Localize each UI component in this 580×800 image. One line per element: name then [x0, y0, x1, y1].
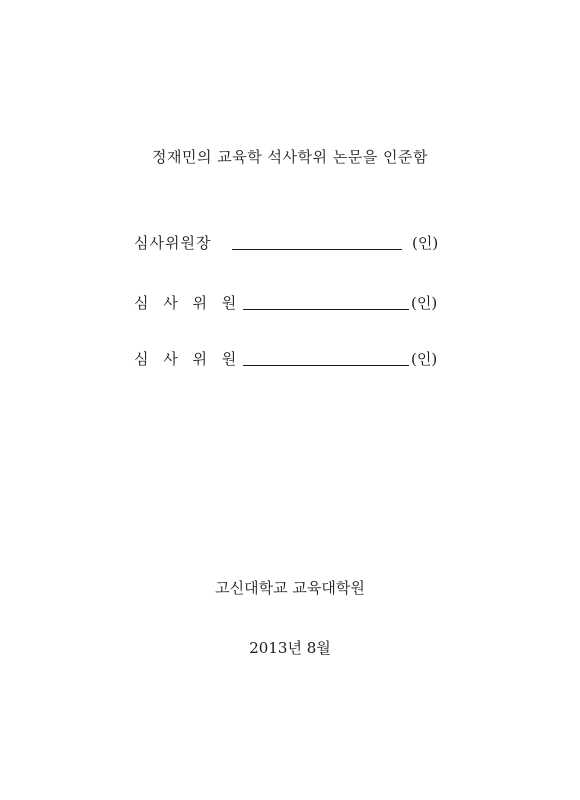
seal-mark: (인) [411, 350, 438, 368]
seal-mark: (인) [412, 234, 439, 252]
signature-line [232, 249, 402, 250]
signature-line [243, 309, 409, 310]
committee-role-label: 심사위원장 [134, 234, 212, 252]
signature-line [243, 365, 409, 366]
committee-row-member-2 [0, 348, 580, 370]
approval-title: 정재민의 교육학 석사학위 논문을 인준함 [152, 148, 428, 166]
committee-row-member-1 [0, 292, 580, 314]
approval-date: 2013년 8월 [249, 639, 331, 657]
seal-mark: (인) [411, 294, 438, 312]
committee-row-chair [0, 232, 580, 254]
committee-role-label: 심 사 위 원 [134, 350, 242, 368]
institution-name: 고신대학교 교육대학원 [215, 579, 365, 597]
committee-role-label: 심 사 위 원 [134, 294, 242, 312]
